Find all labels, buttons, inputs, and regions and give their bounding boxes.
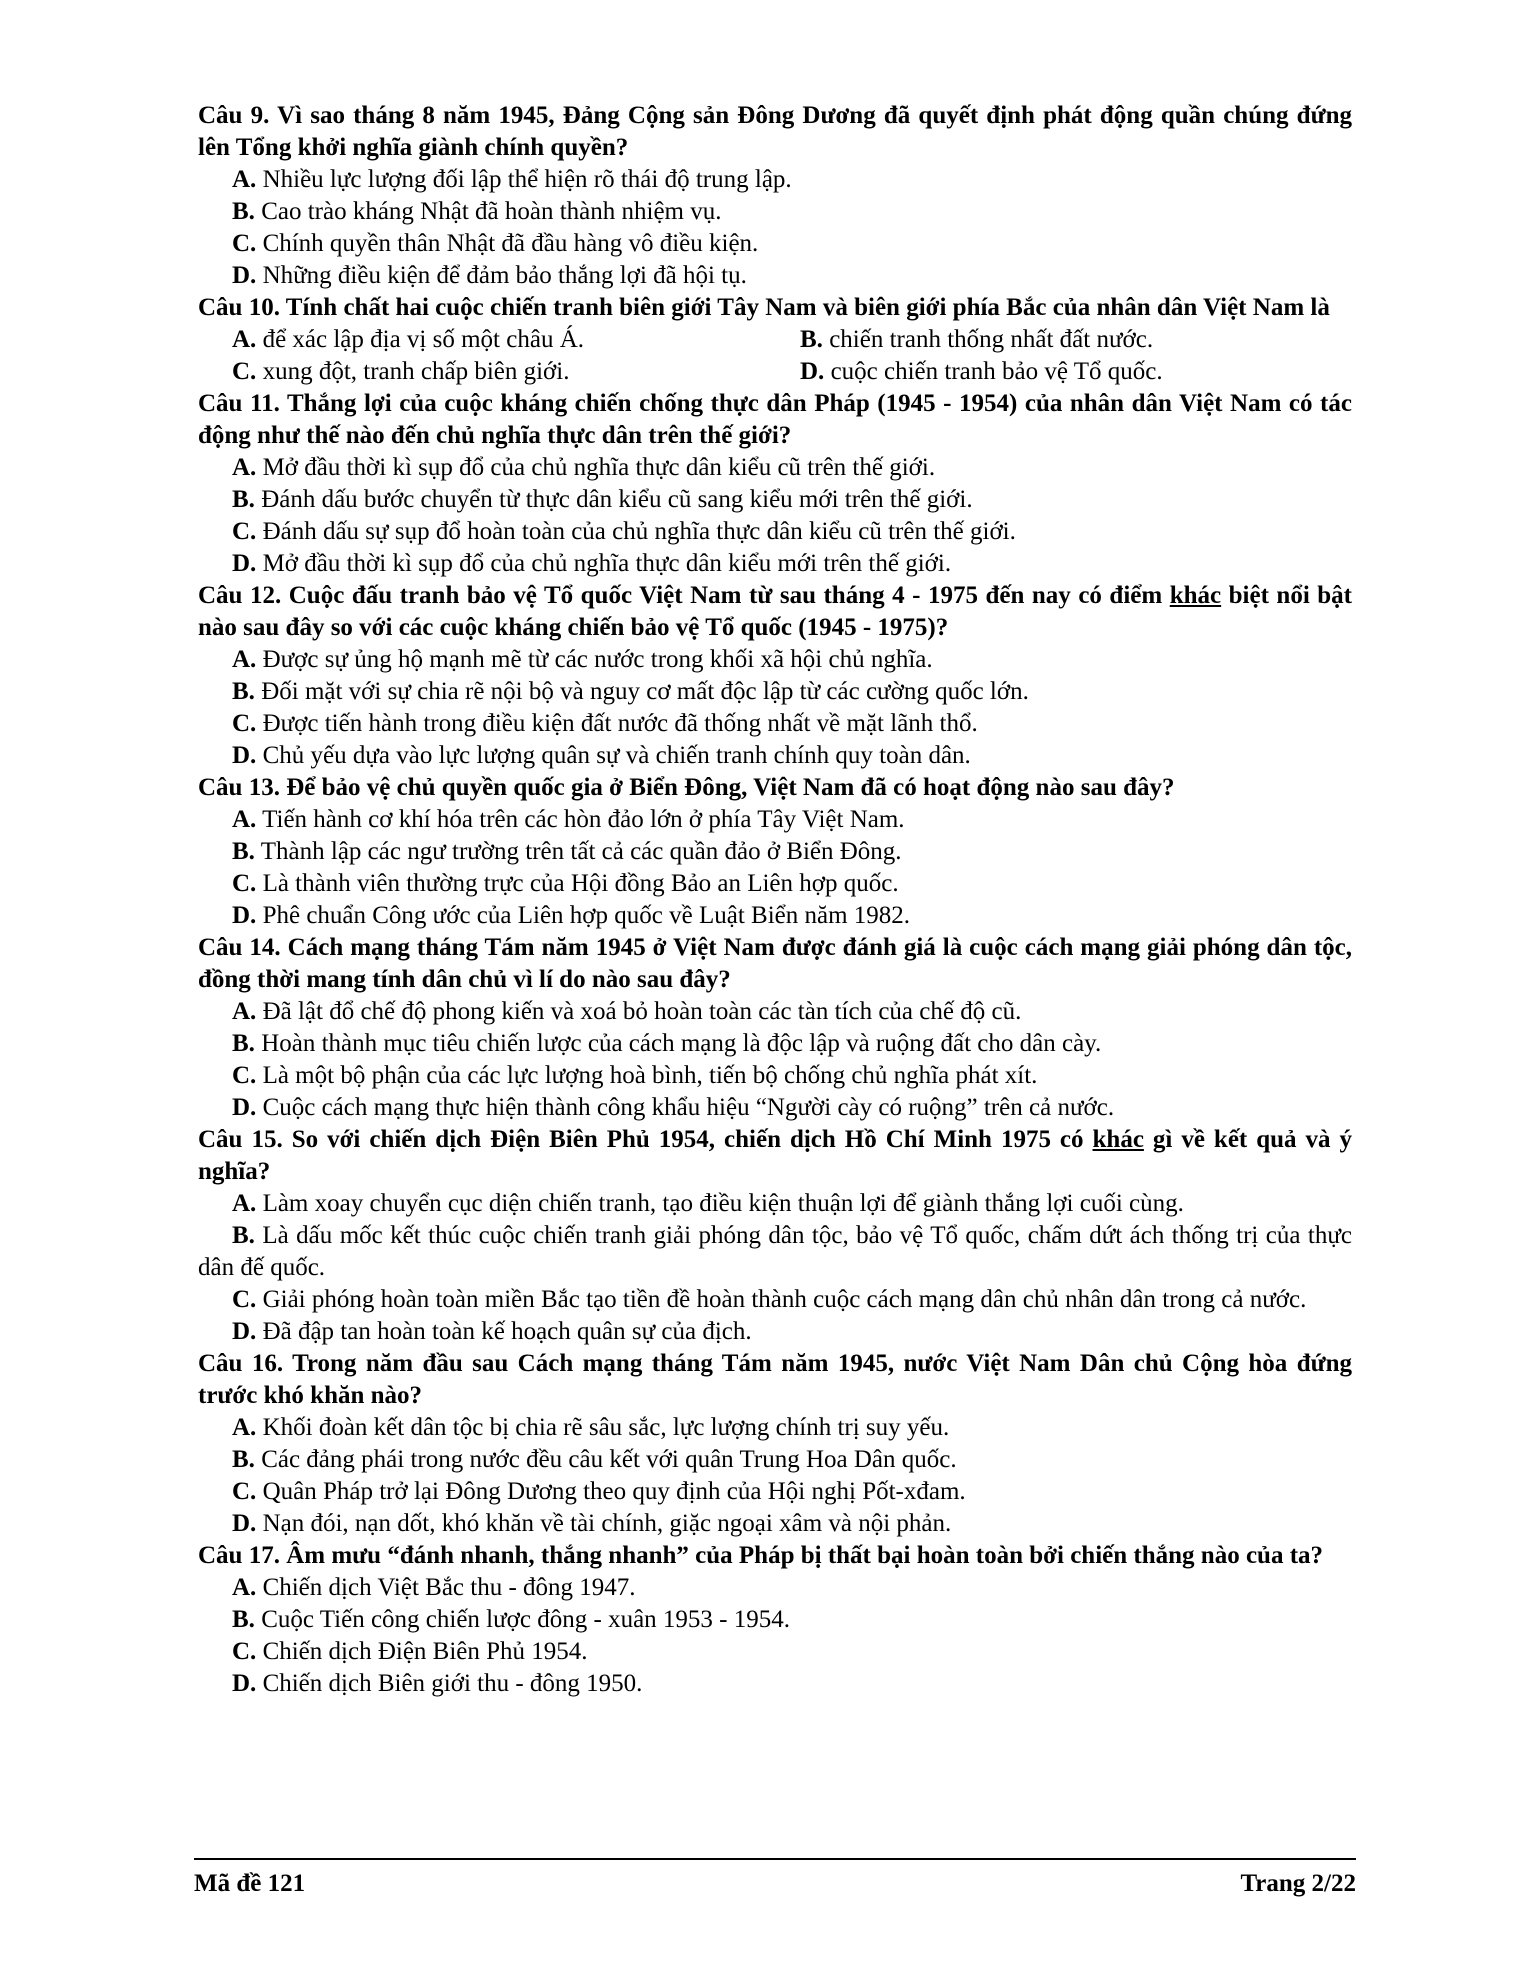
answer-option xyxy=(198,676,1352,708)
option-letter: C. xyxy=(232,1286,257,1313)
answer-option xyxy=(198,708,1352,740)
option-text: Đã đập tan hoàn toàn kế hoạch quân sự của địch. xyxy=(262,1318,752,1345)
question-number: Câu 13. xyxy=(198,774,280,801)
option-letter: A. xyxy=(232,806,257,833)
option-letter: A. xyxy=(232,326,257,353)
option-text: Các đảng phái trong nước đều câu kết với quân Trung Hoa Dân quốc. xyxy=(261,1446,957,1473)
option-letter: C. xyxy=(232,710,257,737)
option-text: Cao trào kháng Nhật đã hoàn thành nhiệm vụ. xyxy=(261,198,722,225)
option-letter: C. xyxy=(232,1638,257,1665)
option-letter: D. xyxy=(232,1094,257,1121)
answer-option xyxy=(198,1636,1352,1668)
question-number: Câu 12. xyxy=(198,582,282,609)
option-text: Phê chuẩn Công ước của Liên hợp quốc về Luật Biển năm 1982. xyxy=(262,902,911,929)
option-letter: C. xyxy=(232,870,257,897)
answer-option xyxy=(198,1572,1352,1604)
answer-option xyxy=(198,1092,1352,1124)
answer-option xyxy=(198,260,1352,292)
question-stem xyxy=(198,580,1352,644)
answer-option xyxy=(198,228,1352,260)
answer-option xyxy=(198,196,1352,228)
option-text: Chiến dịch Việt Bắc thu - đông 1947. xyxy=(262,1574,636,1601)
option-letter: A. xyxy=(232,1190,257,1217)
question-stem xyxy=(198,388,1352,452)
option-text: Đối mặt với sự chia rẽ nội bộ và nguy cơ mất độc lập từ các cường quốc lớn. xyxy=(261,678,1029,705)
option-text: Những điều kiện để đảm bảo thắng lợi đã hội tụ. xyxy=(262,262,747,289)
question-stem xyxy=(198,772,1352,804)
answer-option xyxy=(198,836,1352,868)
option-text: xung đột, tranh chấp biên giới. xyxy=(262,358,570,385)
answer-option xyxy=(198,1444,1352,1476)
question-stem xyxy=(198,932,1352,996)
option-letter: C. xyxy=(232,1478,257,1505)
answer-option xyxy=(198,484,1352,516)
option-letter: C. xyxy=(232,518,257,545)
option-text: Quân Pháp trở lại Đông Dương theo quy định của Hội nghị Pốt-xđam. xyxy=(262,1478,966,1505)
option-letter: A. xyxy=(232,454,257,481)
option-letter: B. xyxy=(232,198,255,225)
page-number: Trang 2/22 xyxy=(1240,1870,1356,1897)
underlined-keyword: khác xyxy=(1092,1126,1144,1153)
exam-page xyxy=(198,100,1352,1700)
question-number: Câu 10. xyxy=(198,294,280,321)
answer-option xyxy=(198,996,1352,1028)
option-letter: D. xyxy=(232,742,257,769)
question-stem xyxy=(198,1348,1352,1412)
answer-option-row xyxy=(198,324,1352,356)
option-text: Đánh dấu bước chuyển từ thực dân kiểu cũ sang kiểu mới trên thế giới. xyxy=(261,486,973,513)
answer-option xyxy=(198,1412,1352,1444)
option-text: Đánh dấu sự sụp đổ hoàn toàn của chủ nghĩa thực dân kiểu cũ trên thế giới. xyxy=(262,518,1016,545)
answer-option xyxy=(198,1668,1352,1700)
option-letter: B. xyxy=(232,1222,255,1249)
question-text: biệt nổi bật nào sau đây so với các cuộc kháng chiến bảo vệ Tổ quốc (1945 - 1975)? xyxy=(198,582,1353,641)
question-number: Câu 15. xyxy=(198,1126,283,1153)
answer-option-row xyxy=(198,356,1352,388)
answer-option xyxy=(198,452,1352,484)
question-text: So với chiến dịch Điện Biên Phủ 1954, chiến dịch Hồ Chí Minh 1975 có xyxy=(291,1126,1093,1153)
question-stem xyxy=(198,1540,1352,1572)
answer-option xyxy=(198,644,1352,676)
option-text: Thành lập các ngư trường trên tất cả các quần đảo ở Biển Đông. xyxy=(260,838,902,865)
question-number: Câu 14. xyxy=(198,934,281,961)
option-letter: D. xyxy=(232,262,257,289)
answer-option xyxy=(198,1508,1352,1540)
question-text: Trong năm đầu sau Cách mạng tháng Tám năm 1945, nước Việt Nam Dân chủ Cộng hòa đứng trước khó khăn nào? xyxy=(198,1350,1352,1409)
answer-option xyxy=(198,356,775,388)
option-letter: C. xyxy=(232,1062,257,1089)
option-letter: D. xyxy=(232,1670,257,1697)
option-letter: D. xyxy=(232,550,257,577)
question-text: Để bảo vệ chủ quyền quốc gia ở Biển Đông, Việt Nam đã có hoạt động nào sau đây? xyxy=(286,774,1175,801)
option-text: Chủ yếu dựa vào lực lượng quân sự và chiến tranh chính quy toàn dân. xyxy=(262,742,971,769)
option-text: Chiến dịch Biên giới thu - đông 1950. xyxy=(262,1670,643,1697)
answer-option xyxy=(198,548,1352,580)
option-letter: A. xyxy=(232,998,257,1025)
question-number: Câu 11. xyxy=(198,390,280,417)
question-stem xyxy=(198,1124,1352,1188)
option-letter: B. xyxy=(232,1030,255,1057)
option-text: cuộc chiến tranh bảo vệ Tổ quốc. xyxy=(830,358,1163,385)
option-text: chiến tranh thống nhất đất nước. xyxy=(829,326,1154,353)
option-text: Được sự ủng hộ mạnh mẽ từ các nước trong khối xã hội chủ nghĩa. xyxy=(262,646,933,673)
option-text: để xác lập địa vị số một châu Á. xyxy=(262,326,584,353)
answer-option xyxy=(775,324,1352,356)
question-text: Thắng lợi của cuộc kháng chiến chống thực dân Pháp (1945 - 1954) của nhân dân Việt Nam có tác động như thế nào đến chủ nghĩa thực dân trên thế giới? xyxy=(198,390,1352,449)
answer-option xyxy=(198,1188,1352,1220)
option-letter: B. xyxy=(800,326,823,353)
question-text: Cách mạng tháng Tám năm 1945 ở Việt Nam được đánh giá là cuộc cách mạng giải phóng dân tộc, đồng thời mang tính dân chủ vì lí do nào sau đây? xyxy=(198,934,1353,993)
option-letter: B. xyxy=(232,678,255,705)
question-text: Âm mưu “đánh nhanh, thắng nhanh” của Pháp bị thất bại hoàn toàn bởi chiến thắng nào của ta? xyxy=(286,1542,1324,1569)
question-number: Câu 17. xyxy=(198,1542,280,1569)
answer-option xyxy=(198,1028,1352,1060)
answer-option xyxy=(198,1284,1352,1316)
option-text: Được tiến hành trong điều kiện đất nước đã thống nhất về mặt lãnh thổ. xyxy=(262,710,978,737)
question-text: Cuộc đấu tranh bảo vệ Tổ quốc Việt Nam từ sau tháng 4 - 1975 đến nay có điểm xyxy=(288,582,1170,609)
option-letter: D. xyxy=(232,902,257,929)
option-text: Cuộc Tiến công chiến lược đông - xuân 1953 - 1954. xyxy=(261,1606,790,1633)
option-letter: D. xyxy=(800,358,825,385)
answer-option xyxy=(775,356,1352,388)
option-text: Nhiều lực lượng đối lập thể hiện rõ thái độ trung lập. xyxy=(262,166,792,193)
option-text: Khối đoàn kết dân tộc bị chia rẽ sâu sắc, lực lượng chính trị suy yếu. xyxy=(262,1414,950,1441)
option-text: Là thành viên thường trực của Hội đồng Bảo an Liên hợp quốc. xyxy=(262,870,899,897)
option-text: Làm xoay chuyển cục diện chiến tranh, tạo điều kiện thuận lợi để giành thắng lợi cuối cùng. xyxy=(262,1190,1184,1217)
option-text: Chính quyền thân Nhật đã đầu hàng vô điều kiện. xyxy=(262,230,759,257)
option-text: Tiến hành cơ khí hóa trên các hòn đảo lớn ở phía Tây Việt Nam. xyxy=(262,806,905,833)
option-letter: A. xyxy=(232,1574,257,1601)
answer-option xyxy=(198,164,1352,196)
option-letter: D. xyxy=(232,1510,257,1537)
option-text: Là dấu mốc kết thúc cuộc chiến tranh giải phóng dân tộc, bảo vệ Tổ quốc, chấm dứt ách thống trị của thực dân đế quốc. xyxy=(198,1222,1353,1281)
answer-option xyxy=(198,1604,1352,1636)
option-text: Mở đầu thời kì sụp đổ của chủ nghĩa thực dân kiểu mới trên thế giới. xyxy=(262,550,952,577)
option-text: Là một bộ phận của các lực lượng hoà bình, tiến bộ chống chủ nghĩa phát xít. xyxy=(262,1062,1038,1089)
option-text: Đã lật đổ chế độ phong kiến và xoá bỏ hoàn toàn các tàn tích của chế độ cũ. xyxy=(262,998,1022,1025)
question-number: Câu 9. xyxy=(198,102,270,129)
option-letter: C. xyxy=(232,358,257,385)
answer-option xyxy=(198,1060,1352,1092)
answer-option xyxy=(198,1316,1352,1348)
answer-option xyxy=(198,868,1352,900)
option-letter: B. xyxy=(232,1606,255,1633)
option-text: Cuộc cách mạng thực hiện thành công khẩu hiệu “Người cày có ruộng” trên cả nước. xyxy=(262,1094,1115,1121)
answer-option xyxy=(198,740,1352,772)
option-letter: A. xyxy=(232,166,257,193)
option-text: Chiến dịch Điện Biên Phủ 1954. xyxy=(262,1638,588,1665)
underlined-keyword: khác xyxy=(1169,582,1222,609)
answer-option xyxy=(198,1476,1352,1508)
answer-option xyxy=(198,516,1352,548)
question-text: Vì sao tháng 8 năm 1945, Đảng Cộng sản Đông Dương đã quyết định phát động quần chúng đứng lên Tổng khởi nghĩa giành chính quyền? xyxy=(198,102,1352,161)
question-text: Tính chất hai cuộc chiến tranh biên giới Tây Nam và biên giới phía Bắc của nhân dân Việt Nam là xyxy=(285,294,1330,321)
option-letter: A. xyxy=(232,646,257,673)
question-text: gì về kết quả và ý nghĩa? xyxy=(198,1126,1353,1185)
answer-option xyxy=(198,324,775,356)
option-letter: B. xyxy=(232,486,255,513)
option-letter: D. xyxy=(232,1318,257,1345)
option-text: Nạn đói, nạn dốt, khó khăn về tài chính, giặc ngoại xâm và nội phản. xyxy=(262,1510,952,1537)
option-letter: B. xyxy=(232,838,255,865)
page-footer xyxy=(194,1858,1356,1900)
question-stem xyxy=(198,292,1352,324)
answer-option xyxy=(198,804,1352,836)
question-number: Câu 16. xyxy=(198,1350,284,1377)
option-letter: A. xyxy=(232,1414,257,1441)
option-text: Mở đầu thời kì sụp đổ của chủ nghĩa thực dân kiểu cũ trên thế giới. xyxy=(262,454,936,481)
option-text: Giải phóng hoàn toàn miền Bắc tạo tiền đề hoàn thành cuộc cách mạng dân chủ nhân dân trong cả nước. xyxy=(262,1286,1307,1313)
option-text: Hoàn thành mục tiêu chiến lược của cách mạng là độc lập và ruộng đất cho dân cày. xyxy=(261,1030,1102,1057)
exam-code: Mã đề 121 xyxy=(194,1870,306,1897)
answer-option xyxy=(198,1220,1352,1284)
option-letter: B. xyxy=(232,1446,255,1473)
question-stem xyxy=(198,100,1352,164)
answer-option xyxy=(198,900,1352,932)
option-letter: C. xyxy=(232,230,257,257)
